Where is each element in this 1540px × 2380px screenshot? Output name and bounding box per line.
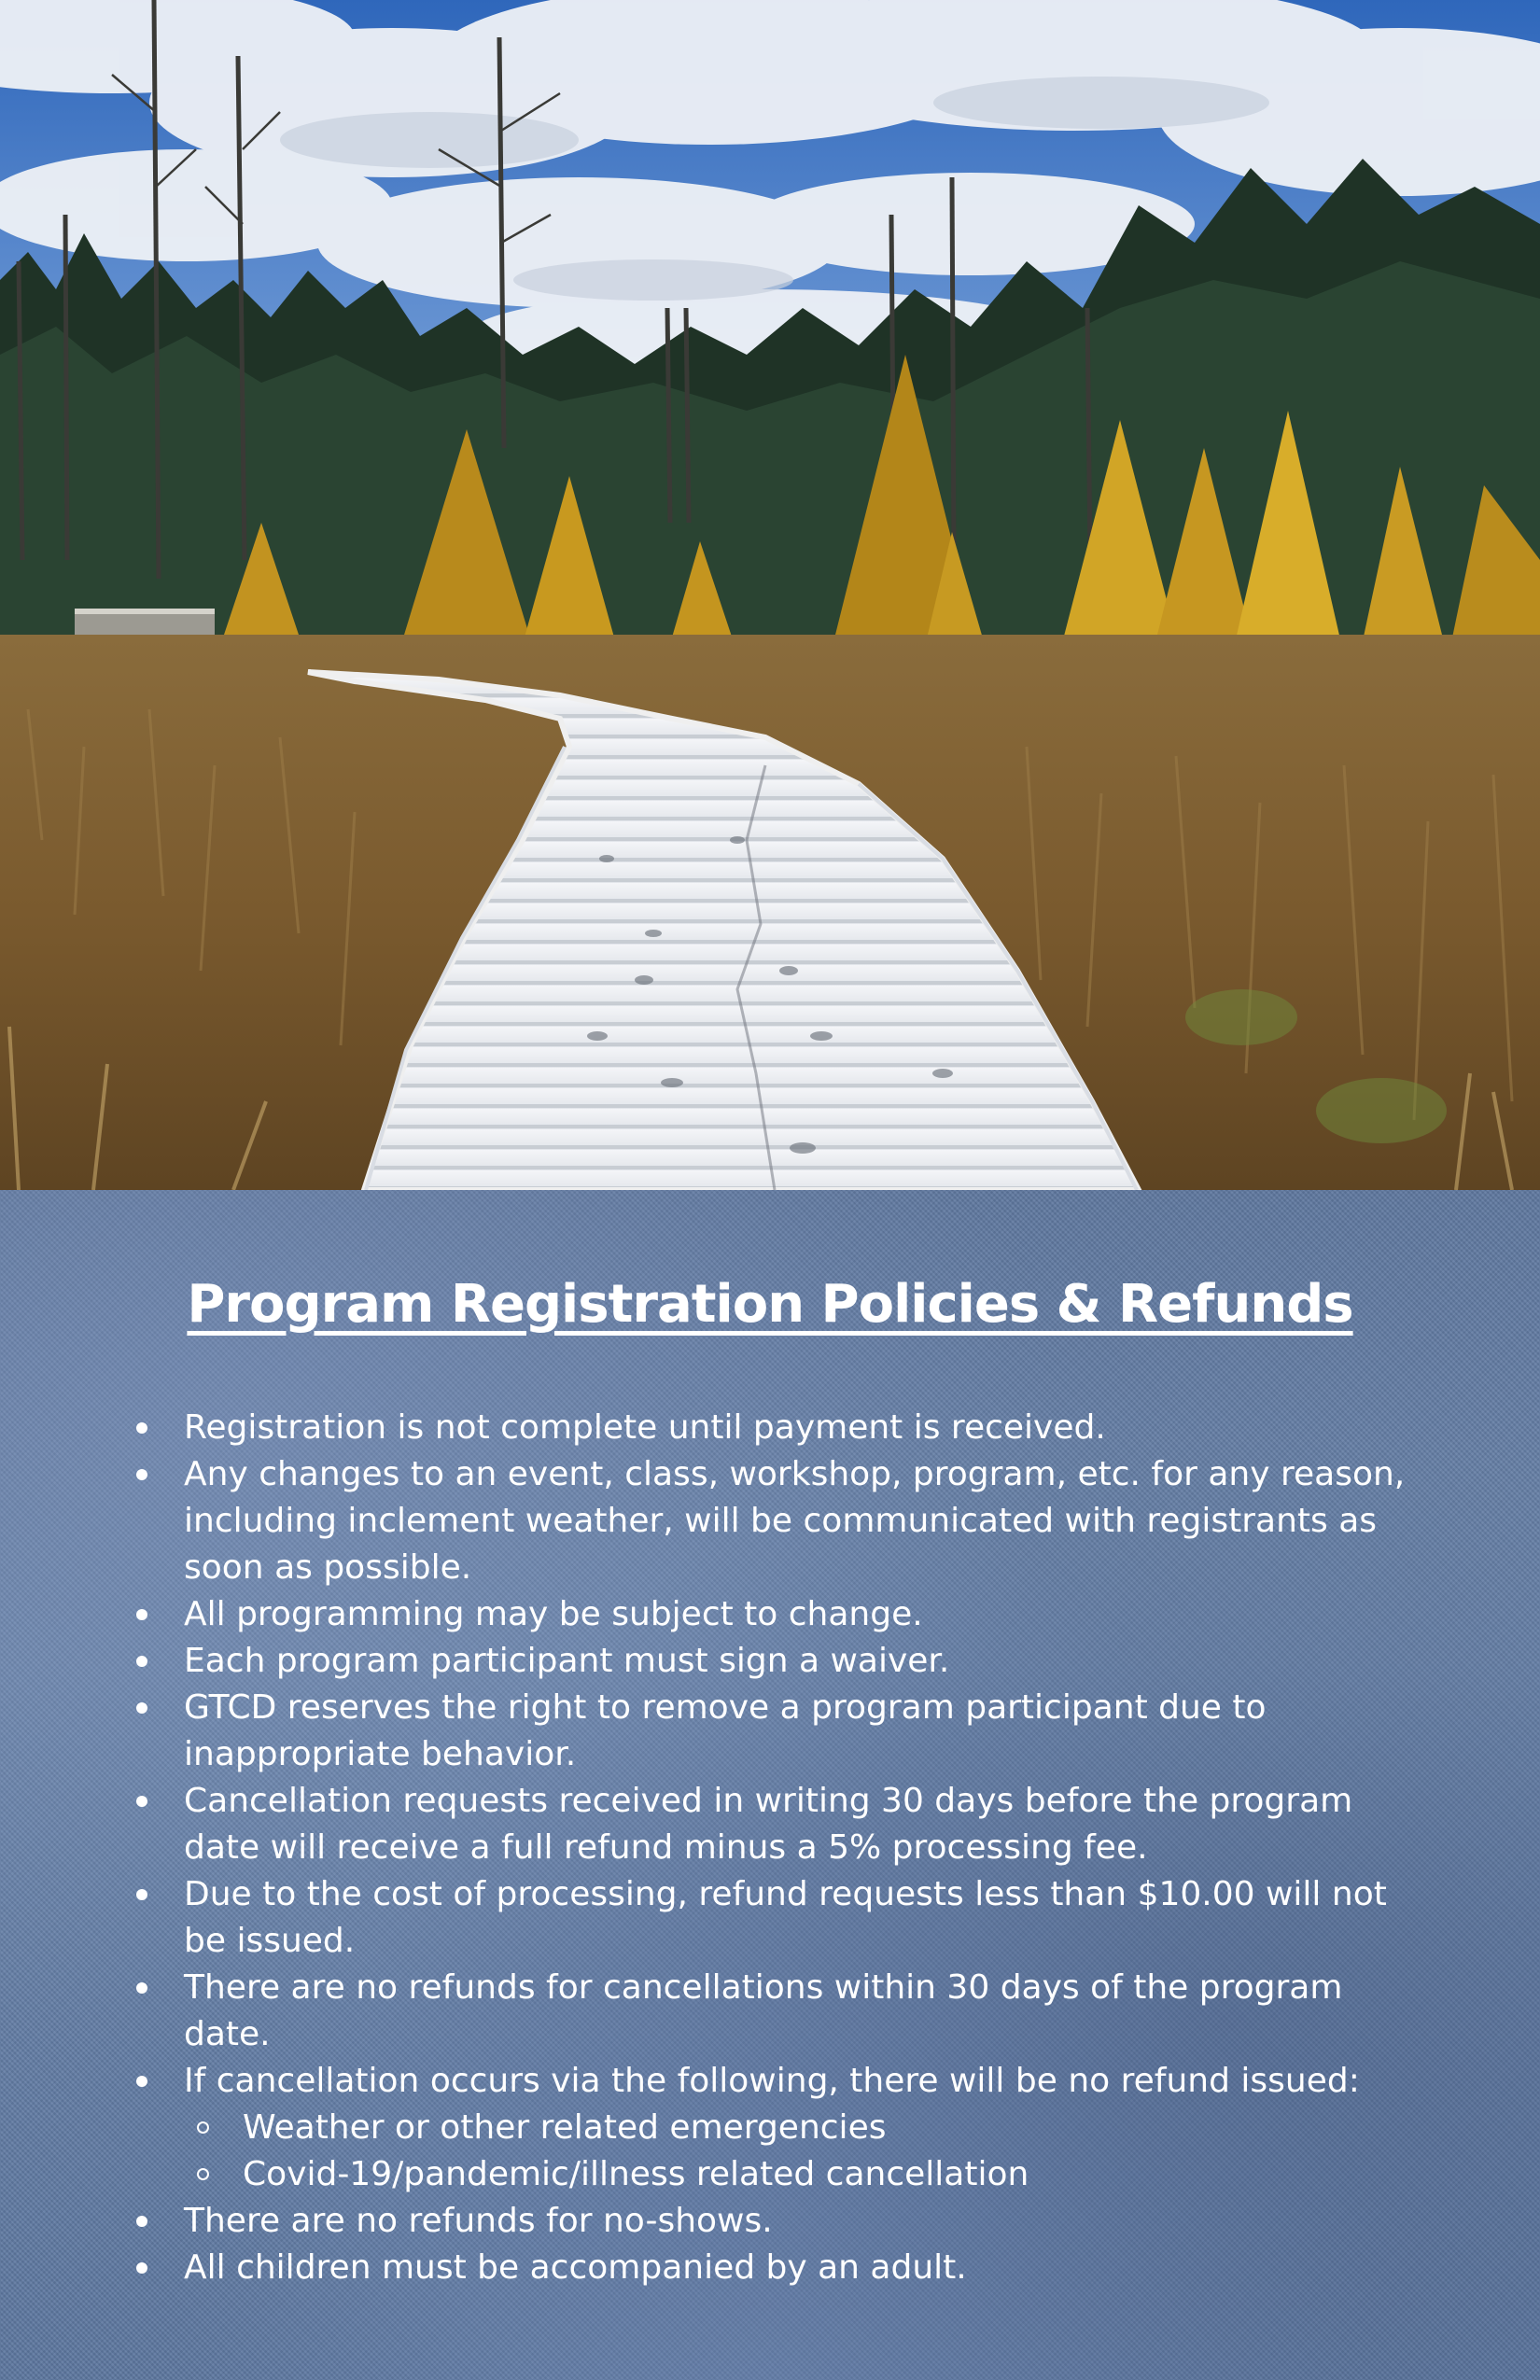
policy-item bbox=[131, 1451, 1419, 1591]
policy-item bbox=[131, 2058, 1419, 2198]
policy-panel bbox=[0, 1190, 1540, 2380]
policy-item-text: There are no refunds for cancellations within 30 days of the program date. bbox=[184, 1968, 1343, 2053]
policy-sublist bbox=[184, 2105, 1419, 2198]
bullet-icon bbox=[136, 2216, 147, 2227]
policy-subitem bbox=[184, 2105, 1419, 2151]
hollow-bullet-icon bbox=[197, 2121, 209, 2134]
policy-item-text: There are no refunds for no-shows. bbox=[184, 2202, 773, 2240]
bullet-icon bbox=[136, 1889, 147, 1900]
policy-item-text: GTCD reserves the right to remove a program participant due to inappropriate behavior. bbox=[184, 1688, 1267, 1773]
policy-list bbox=[131, 1405, 1419, 2291]
bullet-icon bbox=[136, 1982, 147, 1994]
policy-item bbox=[131, 1871, 1419, 1965]
policy-subitem bbox=[184, 2151, 1419, 2198]
policy-subitem-text: Weather or other related emergencies bbox=[243, 2108, 887, 2147]
policy-item-text: Cancellation requests received in writing 30 days before the program date will receive a full refund minus a 5% processing fee. bbox=[184, 1782, 1353, 1867]
policy-item bbox=[131, 1685, 1419, 1778]
bullet-icon bbox=[136, 1469, 147, 1480]
hollow-bullet-icon bbox=[197, 2168, 209, 2180]
policy-subitem-text: Covid-19/pandemic/illness related cancellation bbox=[243, 2155, 1029, 2193]
policy-item bbox=[131, 1638, 1419, 1685]
policy-item bbox=[131, 1778, 1419, 1871]
bullet-icon bbox=[136, 1796, 147, 1807]
policy-item bbox=[131, 1405, 1419, 1451]
policy-item bbox=[131, 1965, 1419, 2058]
policy-item-text: If cancellation occurs via the following, there will be no refund issued: bbox=[184, 2062, 1360, 2100]
policy-item-text: Due to the cost of processing, refund requests less than $10.00 will not be issued. bbox=[184, 1875, 1387, 1960]
policy-item bbox=[131, 2198, 1419, 2245]
policy-item-text: Registration is not complete until payment is received. bbox=[184, 1408, 1106, 1447]
policy-item bbox=[131, 2245, 1419, 2291]
policy-item-text: All children must be accompanied by an adult. bbox=[184, 2248, 967, 2287]
policy-title: Program Registration Policies & Refunds bbox=[187, 1274, 1353, 1335]
bullet-icon bbox=[136, 1609, 147, 1620]
bullet-icon bbox=[136, 2262, 147, 2274]
policy-item bbox=[131, 1591, 1419, 1638]
bullet-icon bbox=[136, 1422, 147, 1434]
bullet-icon bbox=[136, 1656, 147, 1667]
bullet-icon bbox=[136, 1702, 147, 1714]
bullet-icon bbox=[136, 2076, 147, 2087]
policy-item-text: Any changes to an event, class, workshop, program, etc. for any reason, including inclement weather, will be communicated with registrants as soon as possible. bbox=[184, 1455, 1406, 1587]
policy-item-text: All programming may be subject to change. bbox=[184, 1595, 923, 1633]
policy-item-text: Each program participant must sign a waiver. bbox=[184, 1642, 950, 1680]
